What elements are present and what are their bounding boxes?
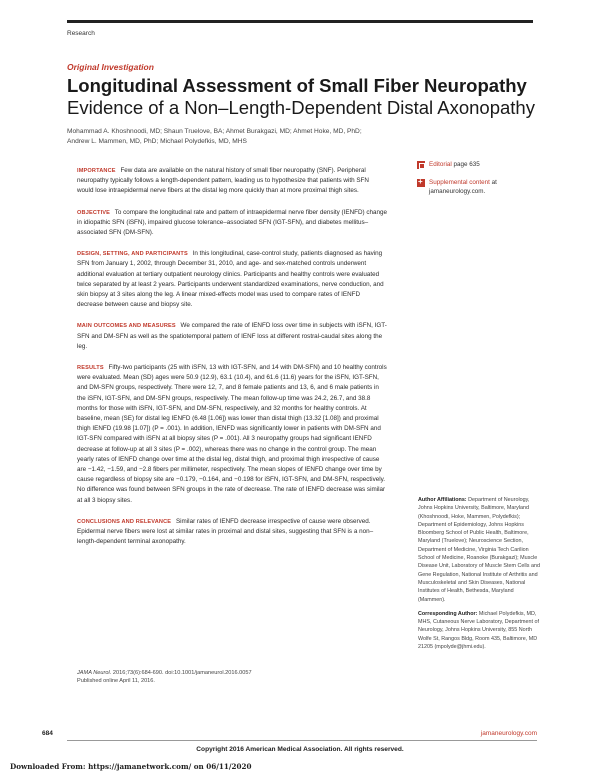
section-label: Research (67, 30, 95, 37)
importance-text: Few data are available on the natural history of small fiber neuropathy (SNF). Peripheral neuropathy typically follows a length-dependent pattern, leading us to hypothesize that patients with SFN would lose intraepidermal nerve fibers at the distal leg more quickly than at more proximal thigh sites. (77, 167, 369, 195)
abstract-results (77, 363, 387, 506)
download-note: Downloaded From: https://jamanetwork.com/ on 06/11/2020 (10, 762, 252, 771)
editorial-link[interactable]: Editorial (429, 161, 452, 168)
citation-published: Published online April 11, 2016. (77, 678, 155, 684)
supplemental-link[interactable]: Supplemental content (429, 178, 490, 186)
objective-text: To compare the longitudinal rate and pattern of intraepidermal nerve fiber density (IENFD) change in idiopathic SFN (iSFN), impaired glucose tolerance–associated SFN (IGT-SFN), and diabetes mellitus–associated SFN (DM-SFN). (77, 208, 388, 237)
footer-site-link[interactable]: jamaneurology.com (480, 730, 537, 737)
top-rule (67, 20, 533, 23)
editorial-page: page 635 (453, 161, 480, 168)
authors-line-2: Andrew L. Mammen, MD, PhD; Michael Polydefkis, MD, MHS (67, 138, 247, 145)
copyright: Copyright 2016 American Medical Association. All rights reserved. (196, 746, 404, 753)
supplemental-at: at (491, 178, 497, 186)
abstract-conclusions (77, 517, 387, 548)
editorial-icon (417, 161, 425, 169)
affiliations-text: Department of Neurology, Johns Hopkins University, Baltimore, Maryland (Khoshnoodi, Hoke, Mammen, Polydefkis); Department of Epidemiology, Johns Hopkins Bloomberg School of Public Health, Baltimore, Maryland (Truelove); Neuroscience Section, Department of Medicine, Virginia Tech Carilion School of Medicine, Roanoke (Burakgazi); Muscle Disease Unit, Laboratory of Muscle Stem Cells and Gene Regulation, National Institute of Arthritis and Musculoskeletal and Skin Diseases, National Institutes of Health, Bethesda, Maryland (Mammen). (418, 497, 540, 603)
abstract-outcomes (77, 321, 387, 352)
importance-heading: IMPORTANCE (77, 168, 116, 174)
citation (77, 669, 387, 685)
abstract (77, 166, 387, 559)
plus-icon (417, 179, 425, 187)
results-text: Fifty-two participants (25 with iSFN, 13 with IGT-SFN, and 14 with DM-SFN) and 10 healthy controls were evaluated. Mean (SD) ages were 50.9 (12.9), 63.1 (10.4), and 61.6 (11.6) years for the iSFN, IGT-SFN, and DM-SFN groups, respectively. There were 12, 7, and 8 female patients and 13, 6, and 6 male patients in the iSFN, IGT-SFN, and DM-SFN groups, respectively. The mean follow-up time was 24.2, 26.7, and 38.8 months for those with iSFN, IGT-SFN, and DM-SFN, respectively, and 32 months for healthy controls. At baseline, mean (SE) for distal leg IENFD (6.48 [1.06]) was lower than distal thigh (13.32 [1.08]) and proximal thigh IENFD (19.98 [1.07]) (P = .001). In addition, IENFD was significantly lower in patients with DM-SFN and IGT-SFN compared with iSFN at all biopsy sites (P = .001). All 3 neuropathy groups had significant IENFD decrease at follow-up at all 3 sites (P = .002), whereas there was no change in the control group. The mean yearly rates of IENFD change over time at the distal leg, distal thigh, and proximal thigh irrespective of cause are −1.42, −1.59, and −2.8 fibers per millimeter, respectively. The mean slopes of IENFD change over time by cause regardless of biopsy site are −0.179, −0.164, and −0.198 for iSFN, IGT-SFN, and DM-SFN, respectively. No difference was found between SFN groups in the rate of decrease. The rate of IENFD decrease was similar at all 3 biopsy sites. (77, 364, 387, 504)
author-affiliations (418, 496, 540, 657)
citation-details: 2016;73(6):684-690. doi:10.1001/jamaneurol.2016.0057 (112, 670, 252, 676)
abstract-objective (77, 208, 387, 239)
corresponding-author-block (418, 610, 540, 651)
author-list (67, 127, 377, 147)
authors-line-1: Mohammad A. Khoshnoodi, MD; Shaun Truelove, BA; Ahmet Burakgazi, MD; Ahmet Hoke, MD, PhD; (67, 128, 362, 135)
page-number: 684 (42, 730, 53, 737)
design-text: In this longitudinal, case-control study, patients diagnosed as having SFN from January 1, 2002, through December 31, 2010, and age- and sex-matched controls underwent additional evaluation at tertiary outpatient neurology clinics. Participants and healthy controls were evaluated twice separated by at least 2 years. Participants underwent standardized examinations, nerve conduction, and skin biopsy at 3 sites along the leg. A linear mixed-effects model was used to compare rates of IENFD decrease between cause and biopsy site. (77, 250, 384, 309)
results-heading: RESULTS (77, 365, 104, 372)
conclusions-heading: CONCLUSIONS AND RELEVANCE (77, 518, 172, 525)
outcomes-heading: MAIN OUTCOMES AND MEASURES (77, 323, 176, 330)
corresponding-text: Michael Polydefkis, MD, MHS, Cutaneous Nerve Laboratory, Department of Neurology, Johns Hopkins University, 855 North Wolfe St, Rangos Bldg, Room 435, Baltimore, MD 21205 (mpolyde@jhmi.edu). (418, 610, 539, 651)
design-heading: DESIGN, SETTING, AND PARTICIPANTS (77, 251, 188, 258)
abstract-importance (77, 166, 387, 197)
supplemental-link-row[interactable] (417, 178, 537, 197)
objective-heading: OBJECTIVE (77, 209, 111, 216)
editorial-link-row[interactable] (417, 160, 537, 170)
affiliations-block (418, 496, 540, 604)
article-type: Original Investigation (67, 62, 154, 72)
citation-journal: JAMA Neurol. (77, 670, 112, 676)
footer-rule (67, 740, 537, 741)
supplemental-site[interactable]: jamaneurology.com. (429, 188, 486, 195)
article-subtitle: Evidence of a Non–Length-Dependent Distal Axonopathy (67, 97, 535, 118)
sidebar-links (417, 160, 537, 205)
article-title-block (67, 75, 537, 119)
abstract-design (77, 249, 387, 310)
article-title: Longitudinal Assessment of Small Fiber Neuropathy (67, 75, 527, 96)
corresponding-heading: Corresponding Author: (418, 610, 478, 617)
conclusions-text: Similar rates of IENFD decrease irrespective of cause were observed. Epidermal nerve fibers were lost at similar rates in proximal and distal sites, suggesting that SFN is a non–length-dependent terminal axonopathy. (77, 517, 374, 546)
outcomes-text: We compared the rate of IENFD loss over time in subjects with iSFN, IGT-SFN and DM-SFN as well as the spatiotemporal pattern of IENF loss at different rostral-caudal sites along the leg. (77, 322, 387, 350)
citation-line (77, 669, 387, 677)
affiliations-heading: Author Affiliations: (418, 497, 467, 503)
